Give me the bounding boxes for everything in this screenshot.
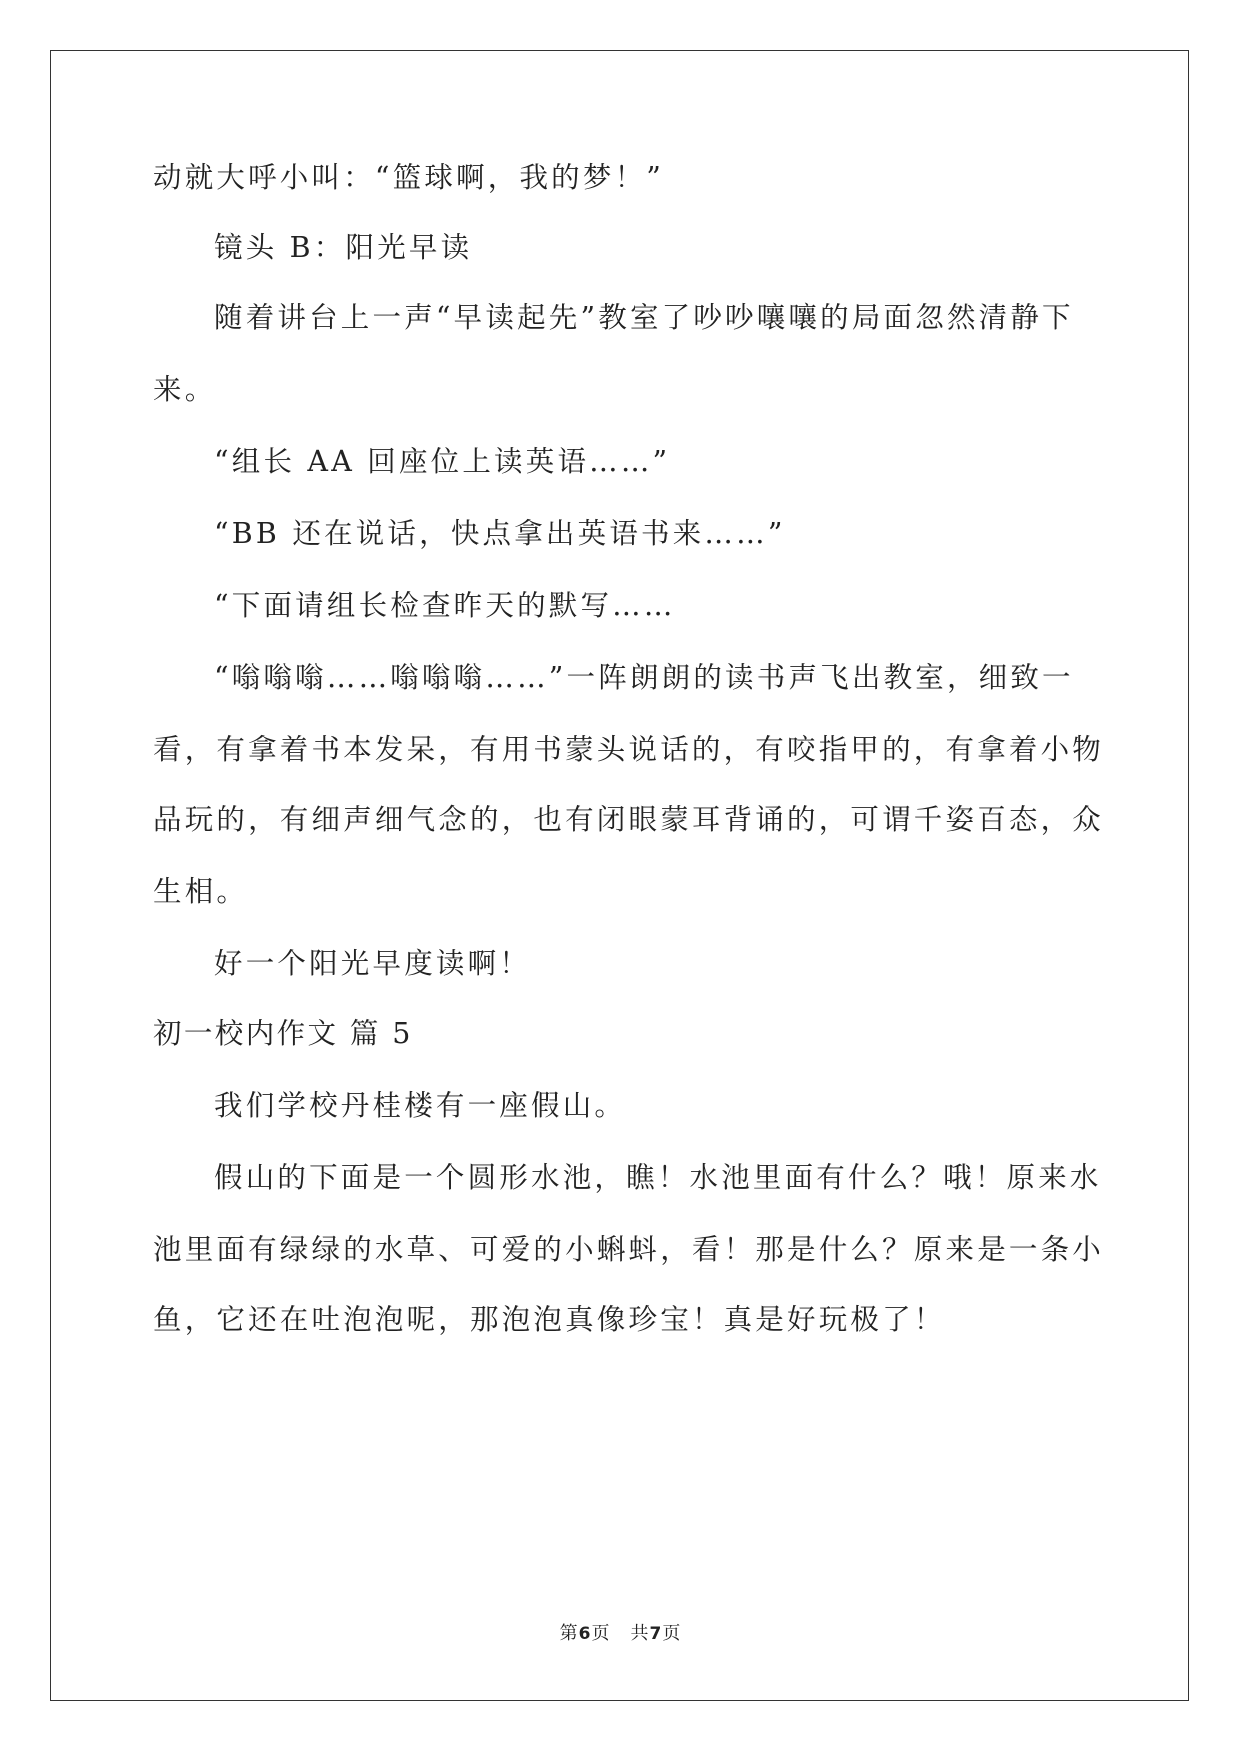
text-line: “下面请组长检查昨天的默写……	[214, 589, 676, 622]
total-suffix: 页	[662, 1623, 682, 1644]
text-line: 镜头 B：阳光早读	[214, 231, 473, 264]
text-line: 来。	[153, 373, 217, 406]
total-number: 7	[649, 1624, 663, 1644]
text-line: “组长 AA 回座位上读英语……”	[214, 445, 671, 478]
text-line: 动就大呼小叫：“篮球啊，我的梦！”	[153, 161, 665, 194]
text-line: 鱼，它还在吐泡泡呢，那泡泡真像珍宝！真是好玩极了！	[153, 1303, 946, 1336]
total-prefix: 共	[630, 1623, 650, 1644]
text-line: 生相。	[153, 875, 249, 908]
text-line: “嗡嗡嗡……嗡嗡嗡……”一阵朗朗的读书声飞出教室，细致一	[214, 661, 1074, 694]
text-line: 看，有拿着书本发呆，有用书蒙头说话的，有咬指甲的，有拿着小物	[153, 733, 1105, 766]
text-line: “BB 还在说话，快点拿出英语书来……”	[214, 517, 786, 550]
text-line: 随着讲台上一声“早读起先”教室了吵吵嚷嚷的局面忽然清静下	[214, 301, 1074, 334]
section-heading: 初一校内作文 篇 5	[153, 1017, 413, 1050]
page-footer	[0, 1622, 1241, 1646]
text-line: 池里面有绿绿的水草、可爱的小蝌蚪，看！那是什么？原来是一条小	[153, 1233, 1105, 1266]
page-suffix: 页	[591, 1623, 611, 1644]
text-line: 品玩的，有细声细气念的，也有闭眼蒙耳背诵的，可谓千姿百态，众	[153, 803, 1105, 836]
page-prefix: 第	[559, 1623, 579, 1644]
text-line: 我们学校丹桂楼有一座假山。	[214, 1089, 627, 1122]
page-number: 6	[578, 1624, 592, 1644]
text-line: 好一个阳光早度读啊！	[214, 947, 532, 980]
text-line: 假山的下面是一个圆形水池，瞧！水池里面有什么？哦！原来水	[214, 1161, 1102, 1194]
